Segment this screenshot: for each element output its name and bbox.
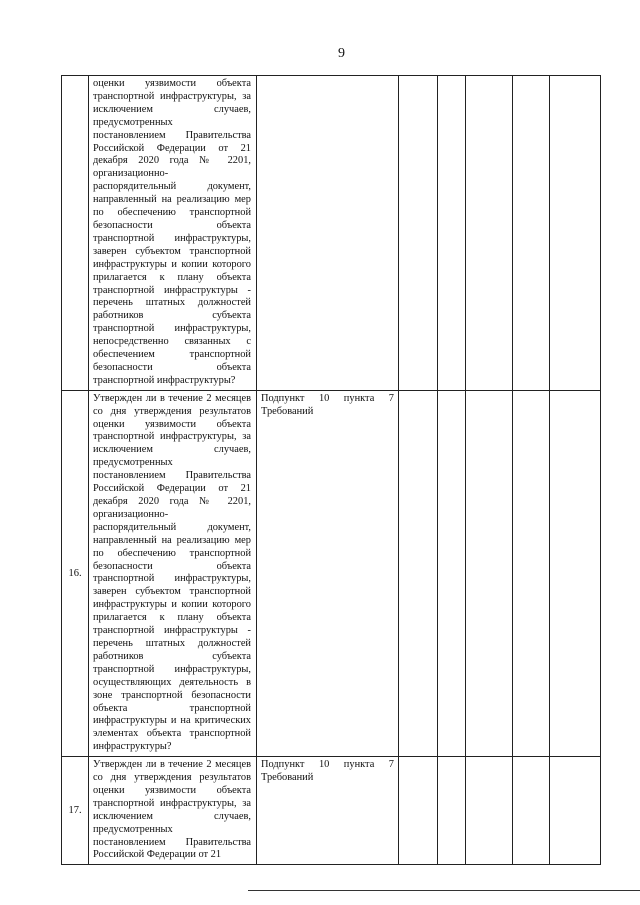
empty-cell (438, 757, 466, 865)
row-number: 16. (62, 390, 89, 756)
question-line: осуществляющих деятельность в (93, 676, 251, 688)
question-line: предусмотренных (93, 823, 173, 835)
empty-cell (513, 390, 550, 756)
question-line: направленный на реализацию мер (93, 194, 251, 206)
question-line: транспортной инфраструктуры - (93, 625, 251, 637)
table-row (62, 76, 601, 391)
question-line: инфраструктуры и копии которого (93, 599, 251, 611)
empty-cell (466, 757, 513, 865)
question-line: элементах объекта транспортной (93, 728, 251, 740)
question-line: зоне транспортной безопасности (93, 689, 251, 701)
page-edge-line (248, 890, 640, 891)
empty-cell (550, 757, 601, 865)
question-line: обеспечением транспортной (93, 349, 251, 361)
question-line: Российской Федерации от 21 (93, 483, 251, 495)
question-line: исключением случаев, (93, 444, 251, 456)
empty-cell (399, 757, 438, 865)
checklist-table (61, 75, 601, 865)
question-line: работников субъекта (93, 310, 251, 322)
question-line: объекта транспортной (93, 702, 251, 714)
question-line: Российской Федерации от 21 (93, 849, 222, 861)
question-line: постановлением Правительства (93, 129, 251, 141)
question-line: распорядительный документ, (93, 181, 251, 193)
question-line: безопасности объекта (93, 560, 251, 572)
question-line: инфраструктуры и копии которого (93, 258, 251, 270)
question-cell (89, 757, 257, 865)
question-line: транспортной инфраструктуры - (93, 284, 251, 296)
reference-line: Подпункт 10 пункта 7 (261, 759, 394, 771)
question-line: заверен субъектом транспортной (93, 245, 251, 257)
reference-line: Требований (261, 405, 314, 417)
question-line: транспортной инфраструктуры, за (93, 90, 251, 102)
question-line: со дня утверждения результатов (93, 405, 251, 417)
question-line: организационно- (93, 508, 169, 520)
question-line: предусмотренных (93, 116, 173, 128)
question-line: инфраструктуры? (93, 741, 172, 753)
question-line: перечень штатных должностей (93, 637, 251, 649)
row-number: 17. (62, 757, 89, 865)
empty-cell (466, 390, 513, 756)
question-line: прилагается к плану объекта (93, 612, 251, 624)
reference-cell (257, 390, 399, 756)
question-cell (89, 76, 257, 391)
question-line: Утвержден ли в течение 2 месяцев (93, 759, 251, 771)
question-line: транспортной инфраструктуры, (93, 232, 251, 244)
question-cell (89, 390, 257, 756)
empty-cell (399, 76, 438, 391)
question-line: исключением случаев, (93, 810, 251, 822)
question-line: организационно- (93, 168, 169, 180)
question-line: работников субъекта (93, 650, 251, 662)
reference-line: Подпункт 10 пункта 7 (261, 392, 394, 404)
empty-cell (550, 390, 601, 756)
question-line: Утвержден ли в течение 2 месяцев (93, 392, 251, 404)
question-line: со дня утверждения результатов (93, 772, 251, 784)
question-line: транспортной инфраструктуры, (93, 573, 251, 585)
question-line: постановлением Правительства (93, 470, 251, 482)
question-line: транспортной инфраструктуры, за (93, 797, 251, 809)
row-number (62, 76, 89, 391)
question-line: распорядительный документ, (93, 521, 251, 533)
table-row (62, 390, 601, 756)
question-line: безопасности объекта (93, 219, 251, 231)
question-line: перечень штатных должностей (93, 297, 251, 309)
empty-cell (438, 76, 466, 391)
empty-cell (466, 76, 513, 391)
question-line: предусмотренных (93, 457, 173, 469)
question-line: по обеспечению транспортной (93, 547, 251, 559)
question-line: заверен субъектом транспортной (93, 586, 251, 598)
question-line: транспортной инфраструктуры, (93, 323, 251, 335)
question-line: оценки уязвимости объекта (93, 418, 251, 430)
question-line: прилагается к плану объекта (93, 271, 251, 283)
question-line: оценки уязвимости объекта (93, 784, 251, 796)
empty-cell (399, 390, 438, 756)
reference-cell (257, 76, 399, 391)
table-row (62, 757, 601, 865)
question-line: исключением случаев, (93, 103, 251, 115)
reference-line: Требований (261, 772, 314, 784)
question-line: инфраструктуры и на критических (93, 715, 251, 727)
empty-cell (513, 76, 550, 391)
question-line: транспортной инфраструктуры, (93, 663, 251, 675)
question-line: по обеспечению транспортной (93, 207, 251, 219)
page-number: 9 (338, 46, 345, 61)
question-line: постановлением Правительства (93, 836, 251, 848)
empty-cell (438, 390, 466, 756)
question-line: транспортной инфраструктуры? (93, 374, 236, 386)
empty-cell (550, 76, 601, 391)
question-line: непосредственно связанных с (93, 336, 251, 348)
question-line: оценки уязвимости объекта (93, 78, 251, 89)
question-line: декабря 2020 года № 2201, (93, 155, 251, 167)
question-line: безопасности объекта (93, 361, 251, 373)
question-line: транспортной инфраструктуры, за (93, 431, 251, 443)
question-line: направленный на реализацию мер (93, 534, 251, 546)
reference-cell (257, 757, 399, 865)
empty-cell (513, 757, 550, 865)
question-line: декабря 2020 года № 2201, (93, 496, 251, 507)
question-line: Российской Федерации от 21 (93, 142, 251, 154)
